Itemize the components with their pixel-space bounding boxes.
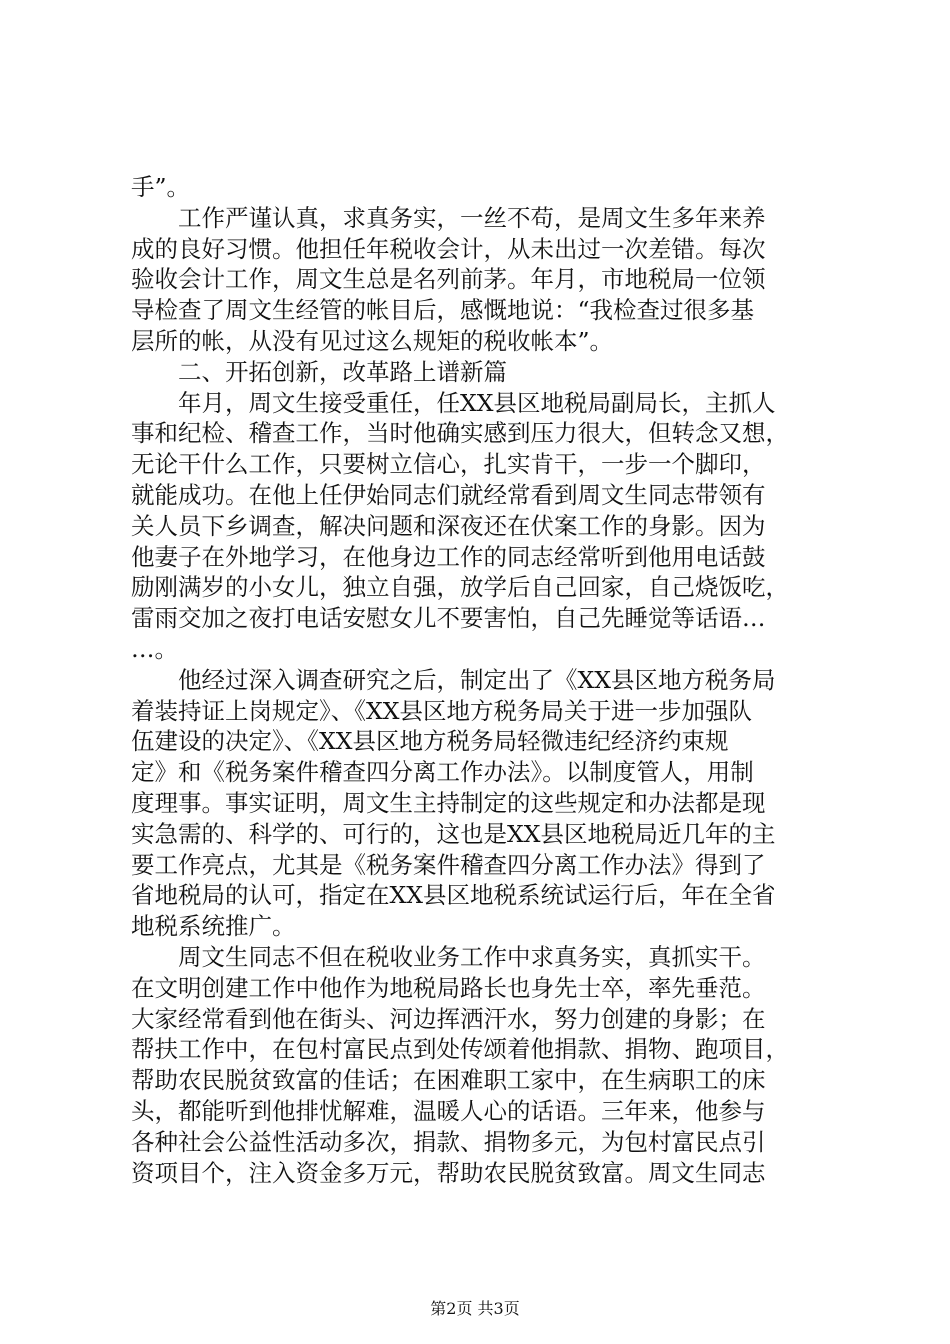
- text-line: 定》和《税务案件稽查四分离工作办法》。以制度管人，用制: [131, 758, 754, 787]
- text-line: 导检查了周文生经管的帐目后，感慨地说：“我检查过很多基: [131, 296, 755, 325]
- text-line: 度理事。事实证明，周文生主持制定的这些规定和办法都是现: [131, 788, 766, 817]
- body-text: [131, 172, 843, 1188]
- text-line: 验收会计工作，周文生总是名列前茅。年月，市地税局一位领: [131, 265, 766, 294]
- text-line: 实急需的、科学的、可行的，这也是XX县区地税局近几年的主: [131, 819, 776, 848]
- text-line: …。: [131, 634, 178, 663]
- text-line: 他经过深入调查研究之后，制定出了《XX县区地方税务局: [131, 665, 776, 694]
- text-line: 头，都能听到他排忧解难，温暖人心的话语。三年来，他参与: [131, 1096, 766, 1125]
- text-line: 层所的帐，从没有见过这么规矩的税收帐本”。: [131, 326, 614, 355]
- text-line: 帮助农民脱贫致富的佳话；在困难职工家中，在生病职工的床: [131, 1066, 766, 1095]
- text-line: 地税系统推广。: [131, 912, 296, 941]
- text-line: 大家经常看到他在街头、河边挥洒汗水，努力创建的身影；在: [131, 1004, 766, 1033]
- text-line: 着装持证上岗规定》、《XX县区地方税务局关于进一步加强队: [131, 696, 752, 725]
- text-line: 年月，周文生接受重任，任XX县区地税局副局长，主抓人: [131, 388, 776, 417]
- text-line: 就能成功。在他上任伊始同志们就经常看到周文生同志带领有: [131, 480, 766, 509]
- text-line: 在文明创建工作中他作为地税局路长也身先士卒，率先垂范。: [131, 973, 766, 1002]
- section-heading: 二、开拓创新，改革路上谱新篇: [131, 357, 507, 386]
- text-line: 帮扶工作中，在包村富民点到处传颂着他捐款、捐物、跑项目，: [131, 1035, 789, 1064]
- text-line: 周文生同志不但在税收业务工作中求真务实，真抓实干。: [131, 942, 766, 971]
- page-footer: [0, 1298, 950, 1320]
- text-line: 工作严谨认真，求真务实，一丝不苟，是周文生多年来养: [131, 203, 766, 232]
- text-line: 励刚满岁的小女儿，独立自强，放学后自己回家，自己烧饭吃，: [131, 573, 789, 602]
- text-line: 省地税局的认可，指定在XX县区地税系统试运行后，年在全省: [131, 881, 776, 910]
- text-line: 要工作亮点，尤其是《税务案件稽查四分离工作办法》得到了: [131, 850, 766, 879]
- text-line: 他妻子在外地学习，在他身边工作的同志经常听到他用电话鼓: [131, 542, 766, 571]
- text-line: 伍建设的决定》、《XX县区地方税务局轻微违纪经济约束规: [131, 727, 729, 756]
- text-line: 各种社会公益性活动多次，捐款、捐物多元，为包村富民点引: [131, 1127, 766, 1156]
- text-line: 成的良好习惯。他担任年税收会计，从未出过一次差错。每次: [131, 234, 766, 263]
- text-line: 手”。: [131, 173, 191, 201]
- text-line: 事和纪检、稽查工作，当时他确实感到压力很大，但转念又想，: [131, 419, 789, 448]
- text-line: 无论干什么工作，只要树立信心，扎实肯干，一步一个脚印，: [131, 450, 766, 479]
- page-number-label: 第2页 共3页: [430, 1299, 520, 1318]
- text-line: 关人员下乡调查，解决问题和深夜还在伏案工作的身影。因为: [131, 511, 766, 540]
- text-line: 资项目个，注入资金多万元，帮助农民脱贫致富。周文生同志: [131, 1158, 766, 1187]
- text-line: 雷雨交加之夜打电话安慰女儿不要害怕，自己先睡觉等话语…: [131, 604, 766, 633]
